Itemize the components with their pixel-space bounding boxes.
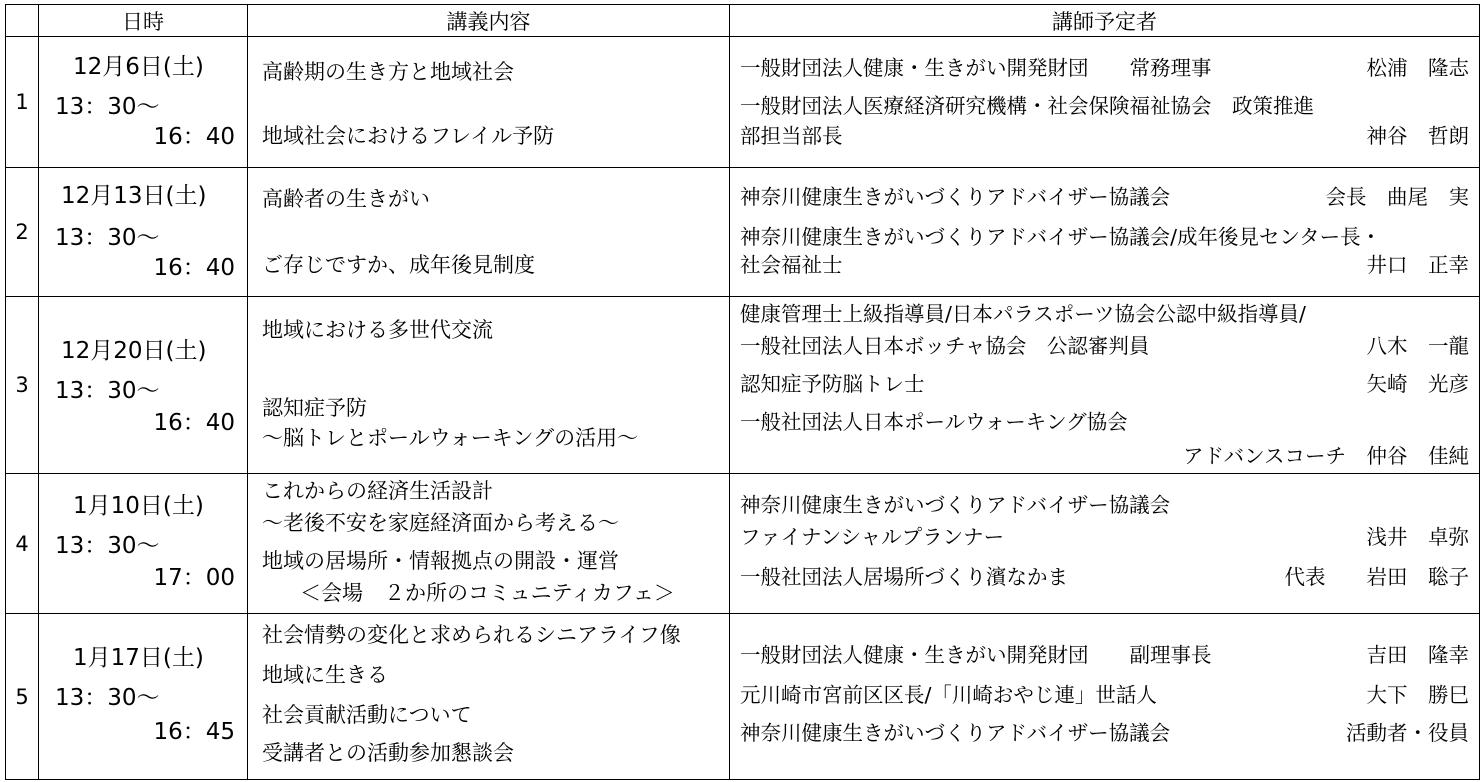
lecturer-line bbox=[740, 524, 1469, 550]
session-time-start: 13：30～ bbox=[55, 94, 160, 120]
session-row bbox=[6, 474, 1480, 614]
lecturer-affiliation: 社会福祉士 bbox=[740, 253, 843, 277]
lecturer-name: 代表 岩田 聡子 bbox=[1284, 565, 1469, 589]
lecturer-line bbox=[740, 333, 1469, 359]
lecturer-line bbox=[740, 123, 1469, 149]
lecturer-line bbox=[740, 184, 1469, 210]
lecturer-name: 活動者・役員 bbox=[1346, 721, 1469, 745]
header-datetime: 日時 bbox=[39, 5, 248, 37]
lecturer-name: 吉田 隆幸 bbox=[1366, 643, 1469, 667]
session-date: 12月6日(土) bbox=[73, 54, 204, 80]
lecturer-line bbox=[740, 224, 1469, 250]
session-time-start: 13：30～ bbox=[55, 225, 160, 251]
session-number: 1 bbox=[6, 37, 39, 168]
session-row bbox=[6, 168, 1480, 297]
session-date: 1月10日(土) bbox=[73, 493, 204, 519]
session-time-start: 13：30～ bbox=[55, 533, 160, 559]
session-time-end: 16：40 bbox=[153, 124, 235, 150]
schedule-table bbox=[5, 4, 1480, 780]
topic-line: これからの経済生活設計 bbox=[262, 479, 493, 503]
session-lecturers bbox=[730, 37, 1480, 168]
session-lecturers bbox=[730, 297, 1480, 474]
lecturer-line bbox=[740, 720, 1469, 746]
topic-line: 高齢者の生きがい bbox=[262, 187, 430, 211]
session-lecturers bbox=[730, 474, 1480, 614]
session-row bbox=[6, 614, 1480, 780]
lecturer-affiliation: 一般社団法人日本ボッチャ協会 公認審判員 bbox=[740, 334, 1150, 358]
lecturer-affiliation: ファイナンシャルプランナー bbox=[740, 525, 1005, 549]
lecturer-line bbox=[740, 301, 1469, 327]
session-row bbox=[6, 297, 1480, 474]
header-row bbox=[6, 5, 1480, 37]
lecturer-affiliation: 神奈川健康生きがいづくりアドバイザー協議会 bbox=[740, 493, 1171, 517]
session-time-end: 16：45 bbox=[153, 719, 235, 745]
session-topics bbox=[248, 297, 730, 474]
session-number: 4 bbox=[6, 474, 39, 614]
topic-line: 高齢期の生き方と地域社会 bbox=[262, 60, 514, 84]
lecturer-line bbox=[740, 252, 1469, 278]
session-datetime bbox=[39, 297, 248, 474]
lecturer-line bbox=[740, 682, 1469, 708]
lecturer-line bbox=[740, 93, 1469, 119]
session-datetime bbox=[39, 168, 248, 297]
lecturer-name: 会長 曲尾 実 bbox=[1325, 185, 1469, 209]
lecturer-affiliation: 一般社団法人居場所づくり濱なかま bbox=[740, 565, 1068, 589]
topic-line: ～老後不安を家庭経済面から考える～ bbox=[262, 511, 619, 535]
header-lecturer: 講師予定者 bbox=[730, 5, 1480, 37]
session-number: 2 bbox=[6, 168, 39, 297]
lecturer-affiliation: 認知症予防脳トレ士 bbox=[740, 372, 925, 396]
topic-line: 受講者との活動参加懇談会 bbox=[262, 741, 514, 765]
session-topics bbox=[248, 37, 730, 168]
lecturer-affiliation: 神奈川健康生きがいづくりアドバイザー協議会/成年後見センター長・ bbox=[740, 225, 1382, 249]
lecturer-line bbox=[740, 409, 1469, 435]
session-date: 1月17日(土) bbox=[73, 645, 204, 671]
lecturer-line bbox=[740, 371, 1469, 397]
topic-line: ＜会場 ２か所のコミュニティカフェ＞ bbox=[300, 581, 675, 605]
session-row bbox=[6, 37, 1480, 168]
lecturer-affiliation: 健康管理士上級指導員/日本パラスポーツ協会公認中級指導員/ bbox=[740, 302, 1306, 326]
session-topics bbox=[248, 168, 730, 297]
topic-line: 社会情勢の変化と求められるシニアライフ像 bbox=[262, 623, 681, 647]
lecturer-name: 井口 正幸 bbox=[1366, 253, 1469, 277]
session-time-end: 16：40 bbox=[153, 410, 235, 436]
session-datetime bbox=[39, 37, 248, 168]
lecturer-line bbox=[740, 642, 1469, 668]
lecturer-affiliation: 一般財団法人健康・生きがい開発財団 副理事長 bbox=[740, 643, 1212, 667]
lecturer-affiliation: 神奈川健康生きがいづくりアドバイザー協議会 bbox=[740, 185, 1171, 209]
session-datetime bbox=[39, 614, 248, 780]
lecturer-name: 神谷 哲朗 bbox=[1366, 124, 1469, 148]
lecturer-name: 大下 勝巳 bbox=[1366, 683, 1469, 707]
topic-line: 地域の居場所・情報拠点の開設・運営 bbox=[262, 549, 619, 573]
lecturer-affiliation: 一般財団法人医療経済研究機構・社会保険福祉協会 政策推進 bbox=[740, 94, 1314, 118]
topic-line: 地域社会におけるフレイル予防 bbox=[262, 124, 555, 148]
lecturer-name: 矢崎 光彦 bbox=[1366, 372, 1469, 396]
lecturer-name: 浅井 卓弥 bbox=[1366, 525, 1469, 549]
lecturer-name: アドバンスコーチ 仲谷 佳純 bbox=[1183, 444, 1469, 468]
lecturer-affiliation: 神奈川健康生きがいづくりアドバイザー協議会 bbox=[740, 721, 1171, 745]
topic-line: 地域における多世代交流 bbox=[262, 318, 493, 342]
session-topics bbox=[248, 474, 730, 614]
session-time-end: 17：00 bbox=[153, 565, 235, 591]
topic-line: 地域に生きる bbox=[262, 663, 388, 687]
lecturer-affiliation: 一般財団法人健康・生きがい開発財団 常務理事 bbox=[740, 56, 1212, 80]
topic-line: 社会貢献活動について bbox=[262, 703, 472, 727]
topic-line: ～脳トレとポールウォーキングの活用～ bbox=[262, 426, 639, 450]
session-time-start: 13：30～ bbox=[55, 685, 160, 711]
session-date: 12月20日(土) bbox=[61, 338, 207, 364]
session-date: 12月13日(土) bbox=[61, 183, 207, 209]
lecturer-name: 八木 一龍 bbox=[1366, 334, 1469, 358]
lecturer-affiliation: 一般社団法人日本ポールウォーキング協会 bbox=[740, 410, 1128, 434]
lecturer-name: 松浦 隆志 bbox=[1366, 56, 1469, 80]
topic-line: ご存じですか、成年後見制度 bbox=[262, 253, 535, 277]
session-number: 3 bbox=[6, 297, 39, 474]
session-time-end: 16：40 bbox=[153, 255, 235, 281]
session-time-start: 13：30～ bbox=[55, 378, 160, 404]
lecturer-line bbox=[740, 55, 1469, 81]
session-lecturers bbox=[730, 168, 1480, 297]
header-topic: 講義内容 bbox=[248, 5, 730, 37]
session-lecturers bbox=[730, 614, 1480, 780]
topic-line: 認知症予防 bbox=[262, 396, 367, 420]
lecturer-affiliation: 部担当部長 bbox=[740, 124, 843, 148]
lecturer-line bbox=[740, 492, 1469, 518]
session-datetime bbox=[39, 474, 248, 614]
session-topics bbox=[248, 614, 730, 780]
lecturer-line bbox=[740, 564, 1469, 590]
header-number bbox=[6, 5, 39, 37]
session-number: 5 bbox=[6, 614, 39, 780]
lecturer-affiliation: 元川崎市宮前区区長/「川崎おやじ連」世話人 bbox=[740, 683, 1157, 707]
